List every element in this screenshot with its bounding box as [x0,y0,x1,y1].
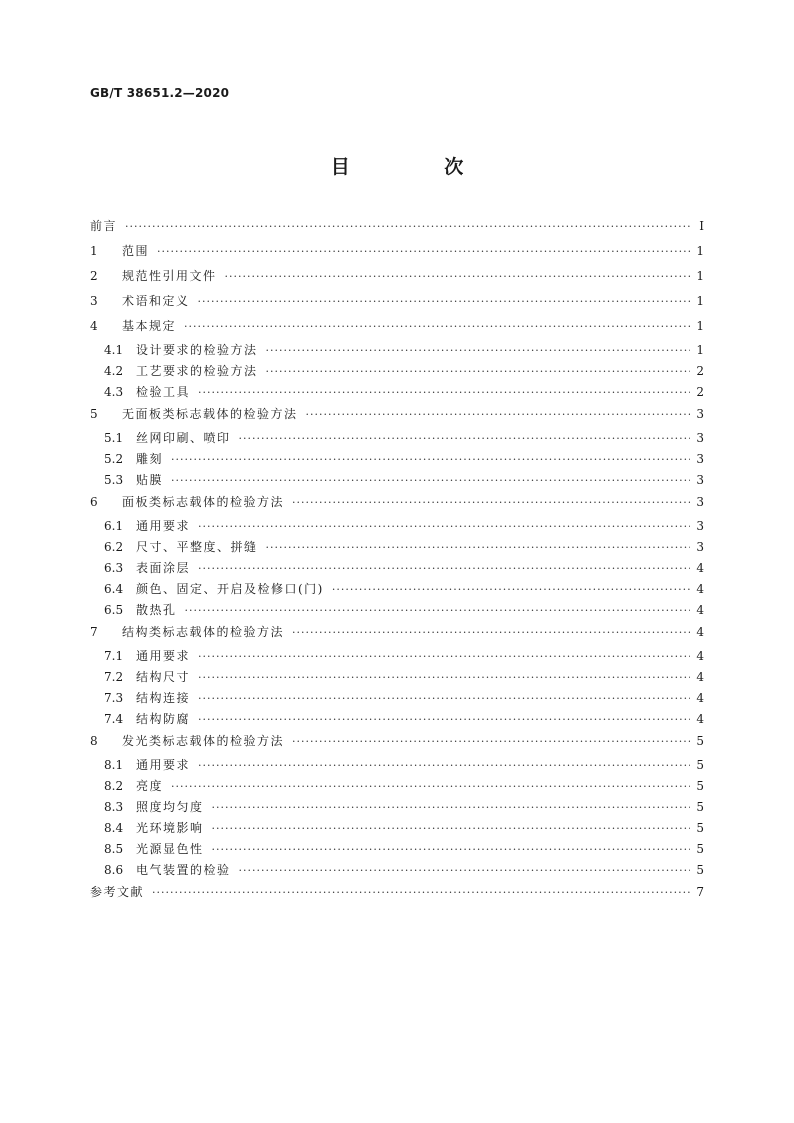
toc-entry-number: 4.3 [104,385,124,399]
toc-entry-label: 面板类标志载体的检验方法 [122,495,285,509]
toc-entry[interactable] [90,840,704,861]
toc-entry[interactable] [90,362,704,383]
toc-entry-page: 2 [696,364,704,378]
toc-leader-dots [198,713,690,727]
toc-leader-dots [332,583,690,597]
toc-entry[interactable] [90,756,704,777]
toc-entry-label: 表面涂层 [136,561,191,575]
toc-entry-label: 通用要求 [136,758,191,772]
toc-leader-dots [198,759,690,773]
toc-entry-number: 3 [90,294,98,308]
toc-entry-number: 1 [90,244,98,258]
toc-entry-number: 2 [90,269,98,283]
toc-entry[interactable] [90,241,704,266]
toc-entry-number: 6 [90,495,98,509]
toc-entry-label: 颜色、固定、开启及检修口(门) [136,582,324,596]
toc-entry-number: 7.1 [104,649,124,663]
toc-entry[interactable] [90,492,704,517]
toc-entry-label: 雕刻 [136,452,164,466]
toc-entry-page: 4 [696,649,704,663]
toc-entry-page: 3 [696,540,704,554]
toc-entry-number: 6.2 [104,540,124,554]
toc-entry-label: 结构防腐 [136,712,191,726]
toc-entry-label: 通用要求 [136,519,191,533]
toc-entry-number: 5.3 [104,473,124,487]
toc-entry-page: 1 [696,343,704,357]
toc-entry-page: 3 [696,495,704,509]
toc-entry-label: 基本规定 [122,319,177,333]
toc-entry-label: 丝网印刷、喷印 [136,431,231,445]
toc-leader-dots [292,735,690,749]
toc-leader-dots [198,692,690,706]
toc-entry-label: 照度均匀度 [136,800,204,814]
toc-entry[interactable] [90,710,704,731]
toc-leader-dots [152,886,690,900]
toc-entry-label: 光环境影响 [136,821,204,835]
toc-leader-dots [239,432,690,446]
toc-entry-page: 3 [696,431,704,445]
toc-leader-dots [212,822,690,836]
toc-leader-dots [266,344,690,358]
toc-entry-label: 术语和定义 [122,294,190,308]
toc-leader-dots [225,270,690,284]
toc-leader-dots [212,801,690,815]
toc-entry-page: 5 [696,800,704,814]
toc-entry-page: 3 [696,519,704,533]
toc-entry-label: 前言 [90,219,118,233]
toc-entry-label: 光源显色性 [136,842,204,856]
toc-entry-label: 规范性引用文件 [122,269,217,283]
toc-leader-dots [198,650,690,664]
toc-entry-label: 设计要求的检验方法 [136,343,258,357]
toc-entry-page: 4 [696,561,704,575]
toc-entry-label: 参考文献 [90,885,145,899]
toc-entry[interactable] [90,861,704,882]
toc-entry-page: 4 [696,603,704,617]
toc-entry-number: 8 [90,734,98,748]
toc-entry-page: 5 [696,842,704,856]
toc-leader-dots [306,408,690,422]
toc-entry-page: 1 [696,269,704,283]
toc-entry[interactable] [90,777,704,798]
page-title: 目 次 [330,156,508,178]
toc-entry[interactable] [90,689,704,710]
toc-entry[interactable] [90,291,704,316]
toc-entry-number: 8.4 [104,821,124,835]
toc-entry-page: 5 [696,734,704,748]
toc-entry-label: 通用要求 [136,649,191,663]
toc-entry[interactable] [90,798,704,819]
toc-entry-page: 1 [696,294,704,308]
toc-leader-dots [185,604,690,618]
toc-entry[interactable] [90,404,704,429]
toc-entry[interactable] [90,559,704,580]
toc-entry[interactable] [90,647,704,668]
toc-entry-label: 结构连接 [136,691,191,705]
toc-entry-page: 4 [696,712,704,726]
toc-entry[interactable] [90,341,704,362]
toc-entry[interactable] [90,216,704,241]
toc-entry[interactable] [90,601,704,622]
toc-entry-number: 6.5 [104,603,124,617]
document-code: GB/T 38651.2—2020 [90,86,230,100]
toc-entry-label: 亮度 [136,779,164,793]
toc-entry-number: 4.2 [104,364,124,378]
toc-entry-page: 5 [696,758,704,772]
toc-entry-number: 5 [90,407,98,421]
toc-leader-dots [292,626,690,640]
toc-entry-label: 检验工具 [136,385,191,399]
toc-entry-label: 结构尺寸 [136,670,191,684]
toc-entry-label: 散热孔 [136,603,177,617]
table-of-contents [90,216,704,907]
toc-entry-number: 8.6 [104,863,124,877]
toc-entry-page: 4 [696,625,704,639]
toc-leader-dots [239,864,690,878]
toc-entry[interactable] [90,622,704,647]
toc-leader-dots [171,780,690,794]
toc-entry[interactable] [90,668,704,689]
toc-entry[interactable] [90,538,704,559]
toc-entry-label: 尺寸、平整度、拼缝 [136,540,258,554]
toc-entry-page: 2 [696,385,704,399]
toc-entry-number: 6.4 [104,582,124,596]
toc-entry-page: 5 [696,821,704,835]
toc-entry-number: 7.2 [104,670,124,684]
toc-leader-dots [198,386,690,400]
toc-leader-dots [157,245,690,259]
toc-leader-dots [171,453,690,467]
toc-entry-label: 工艺要求的检验方法 [136,364,258,378]
toc-entry-label: 发光类标志载体的检验方法 [122,734,285,748]
toc-entry-number: 8.3 [104,800,124,814]
toc-entry[interactable] [90,383,704,404]
toc-leader-dots [198,295,690,309]
toc-entry[interactable] [90,429,704,450]
toc-leader-dots [125,220,690,234]
toc-entry-page: Ⅰ [699,219,704,233]
toc-entry-page: 1 [696,244,704,258]
toc-leader-dots [198,520,690,534]
toc-entry[interactable] [90,819,704,840]
toc-entry-page: 4 [696,582,704,596]
toc-entry-page: 5 [696,779,704,793]
toc-entry-number: 5.1 [104,431,124,445]
toc-entry-number: 7.4 [104,712,124,726]
toc-leader-dots [292,496,690,510]
toc-entry-number: 8.5 [104,842,124,856]
toc-leader-dots [266,365,690,379]
toc-leader-dots [171,474,690,488]
toc-entry-number: 4 [90,319,98,333]
toc-entry-page: 3 [696,452,704,466]
toc-entry-page: 4 [696,691,704,705]
toc-entry[interactable] [90,266,704,291]
toc-entry[interactable] [90,580,704,601]
toc-entry-page: 4 [696,670,704,684]
toc-entry[interactable] [90,882,704,907]
toc-leader-dots [212,843,690,857]
toc-entry-number: 5.2 [104,452,124,466]
toc-leader-dots [266,541,690,555]
toc-entry[interactable] [90,450,704,471]
toc-entry-page: 1 [696,319,704,333]
toc-entry[interactable] [90,517,704,538]
toc-entry-page: 5 [696,863,704,877]
toc-entry-number: 7 [90,625,98,639]
toc-entry-number: 7.3 [104,691,124,705]
toc-entry[interactable] [90,731,704,756]
toc-entry-label: 无面板类标志载体的检验方法 [122,407,298,421]
toc-entry-page: 3 [696,407,704,421]
toc-entry[interactable] [90,471,704,492]
toc-entry-number: 4.1 [104,343,124,357]
toc-entry-number: 6.3 [104,561,124,575]
toc-leader-dots [198,562,690,576]
toc-entry-page: 3 [696,473,704,487]
toc-entry-label: 贴膜 [136,473,164,487]
toc-entry-label: 结构类标志载体的检验方法 [122,625,285,639]
toc-entry-number: 8.1 [104,758,124,772]
toc-entry-label: 电气装置的检验 [136,863,231,877]
toc-leader-dots [184,320,690,334]
toc-entry[interactable] [90,316,704,341]
toc-leader-dots [198,671,690,685]
toc-entry-number: 6.1 [104,519,124,533]
toc-entry-number: 8.2 [104,779,124,793]
toc-entry-page: 7 [696,885,704,899]
toc-entry-label: 范围 [122,244,150,258]
